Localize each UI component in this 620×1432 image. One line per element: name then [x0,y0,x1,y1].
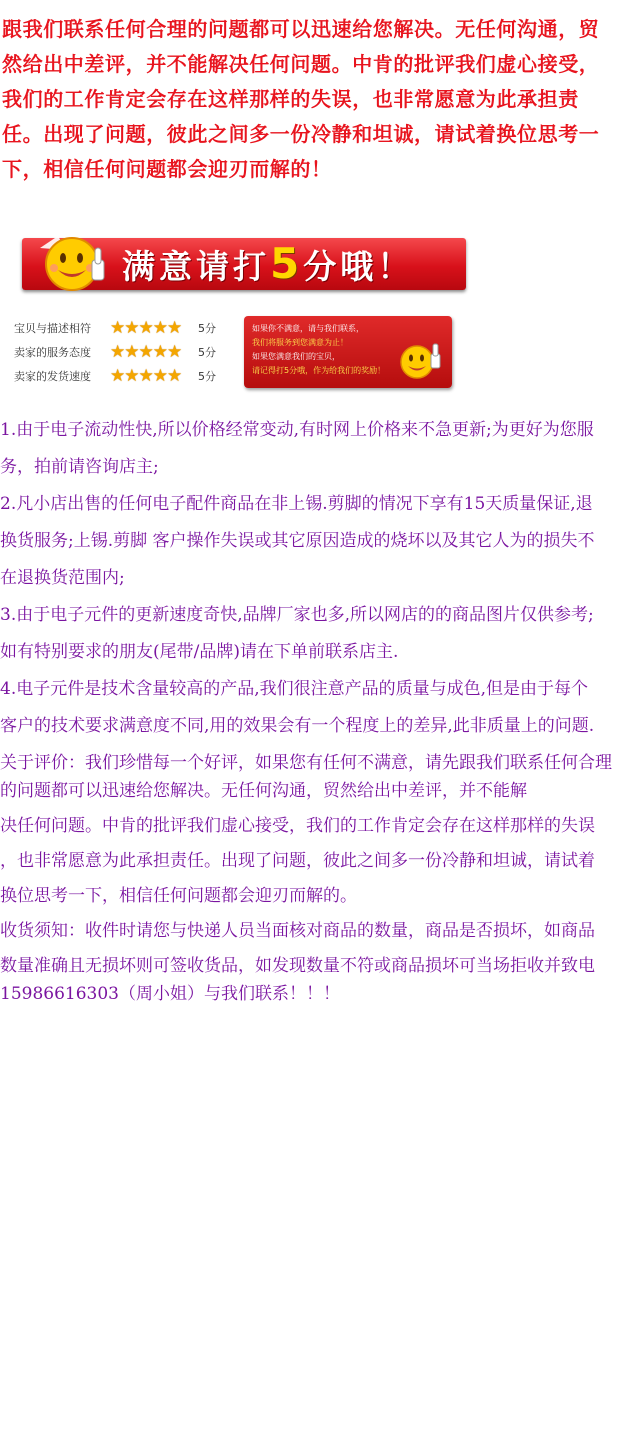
rating-banner [2,236,466,296]
policy-paragraph: 3.由于电子元件的更新速度奇快,品牌厂家也多,所以网店的的商品图片仅供参考; [0,605,594,625]
sign-text [252,322,412,378]
shop-ratings [14,316,228,388]
sign-line: 如果您满意我们的宝贝， [252,352,340,361]
thumbs-up-smiley-icon [397,336,445,382]
sign-line: 我们将服务到您满意为止！ [252,338,348,347]
policy-paragraph: 换货服务;上锡.剪脚 客户操作失误或其它原因造成的烧坏以及其它人为的损失不 [0,531,595,551]
rating-row [14,364,228,388]
rating-label: 卖家的发货速度 [14,370,91,383]
rating-score: 5分 [198,370,216,383]
rating-score: 5分 [198,322,216,335]
banner-title [122,239,415,288]
sign-line: 请记得打5分哦，作为给我们的奖励！ [252,366,386,375]
policy-paragraph: 4.电子元件是技术含量较高的产品,我们很注意产品的质量与成色,但是由于每个 [0,679,589,699]
banner-five: 5 [270,239,304,288]
policy-paragraph: 收货须知：收件时请您与快递人员当面核对商品的数量，商品是否损坏，如商品 [0,921,595,941]
star-icon: ★★★★★ [110,366,182,386]
policy-paragraph: 在退换货范围内; [0,568,125,588]
policy-paragraph: 关于评价：我们珍惜每一个好评，如果您有任何不满意，请先跟我们联系任何合理的问题都可以迅速给您解决。无任何沟通，贸然给出中差评，并不能解 [0,753,612,801]
rating-row [14,316,228,340]
policy-paragraph: 2.凡小店出售的任何电子配件商品在非上锡.剪脚的情况下享有15天质量保证,退 [0,494,593,514]
banner-text-before: 满意请打 [122,247,270,286]
rating-label: 宝贝与描述相符 [14,322,91,335]
policy-paragraph: 如有特别要求的朋友(尾带/品牌)请在下单前联系店主. [0,642,399,662]
policy-paragraph: 客户的技术要求满意度不同,用的效果会有一个程度上的差异,此非质量上的问题. [0,716,595,736]
policy-paragraph: 务，拍前请咨询店主; [0,457,159,477]
policy-paragraph: 数量准确且无损坏则可签收货品，如发现数量不符或商品损坏可当场拒收并致电15986616303（周小姐）与我们联系！！！ [0,956,595,1004]
rating-row [14,340,228,364]
policy-paragraph: 1.由于电子流动性快,所以价格经常变动,有时网上价格来不急更新;为更好为您服 [0,420,594,440]
shop-policy [0,416,620,1015]
sign-line: 如果你不满意，请与我们联系， [252,324,364,333]
star-icon: ★★★★★ [110,318,182,338]
banner-text-after: 分哦！ [303,247,415,286]
rating-score: 5分 [198,346,216,359]
policy-paragraph: ，也非常愿意为此承担责任。出现了问题，彼此之间多一份冷静和坦诚，请试着 [0,851,595,871]
policy-paragraph: 决任何问题。中肯的批评我们虚心接受，我们的工作肯定会存在这样那样的失误 [0,816,595,836]
intro-notice: 跟我们联系任何合理的问题都可以迅速给您解决。无任何沟通，贸然给出中差评，并不能解决任何问题。中肯的批评我们虚心接受，我们的工作肯定会存在这样那样的失误，也非常愿意为此承担责任。出现了问题，彼此之间多一份冷静和坦诚，请试着换位思考一下，相信任何问题都会迎刃而解的！ [2,17,600,181]
thumbs-up-smiley-icon [36,230,110,296]
rating-label: 卖家的服务态度 [14,346,91,359]
policy-paragraph: 换位思考一下，相信任何问题都会迎刃而解的。 [0,886,357,906]
satisfaction-sign [244,316,452,388]
star-icon: ★★★★★ [110,342,182,362]
